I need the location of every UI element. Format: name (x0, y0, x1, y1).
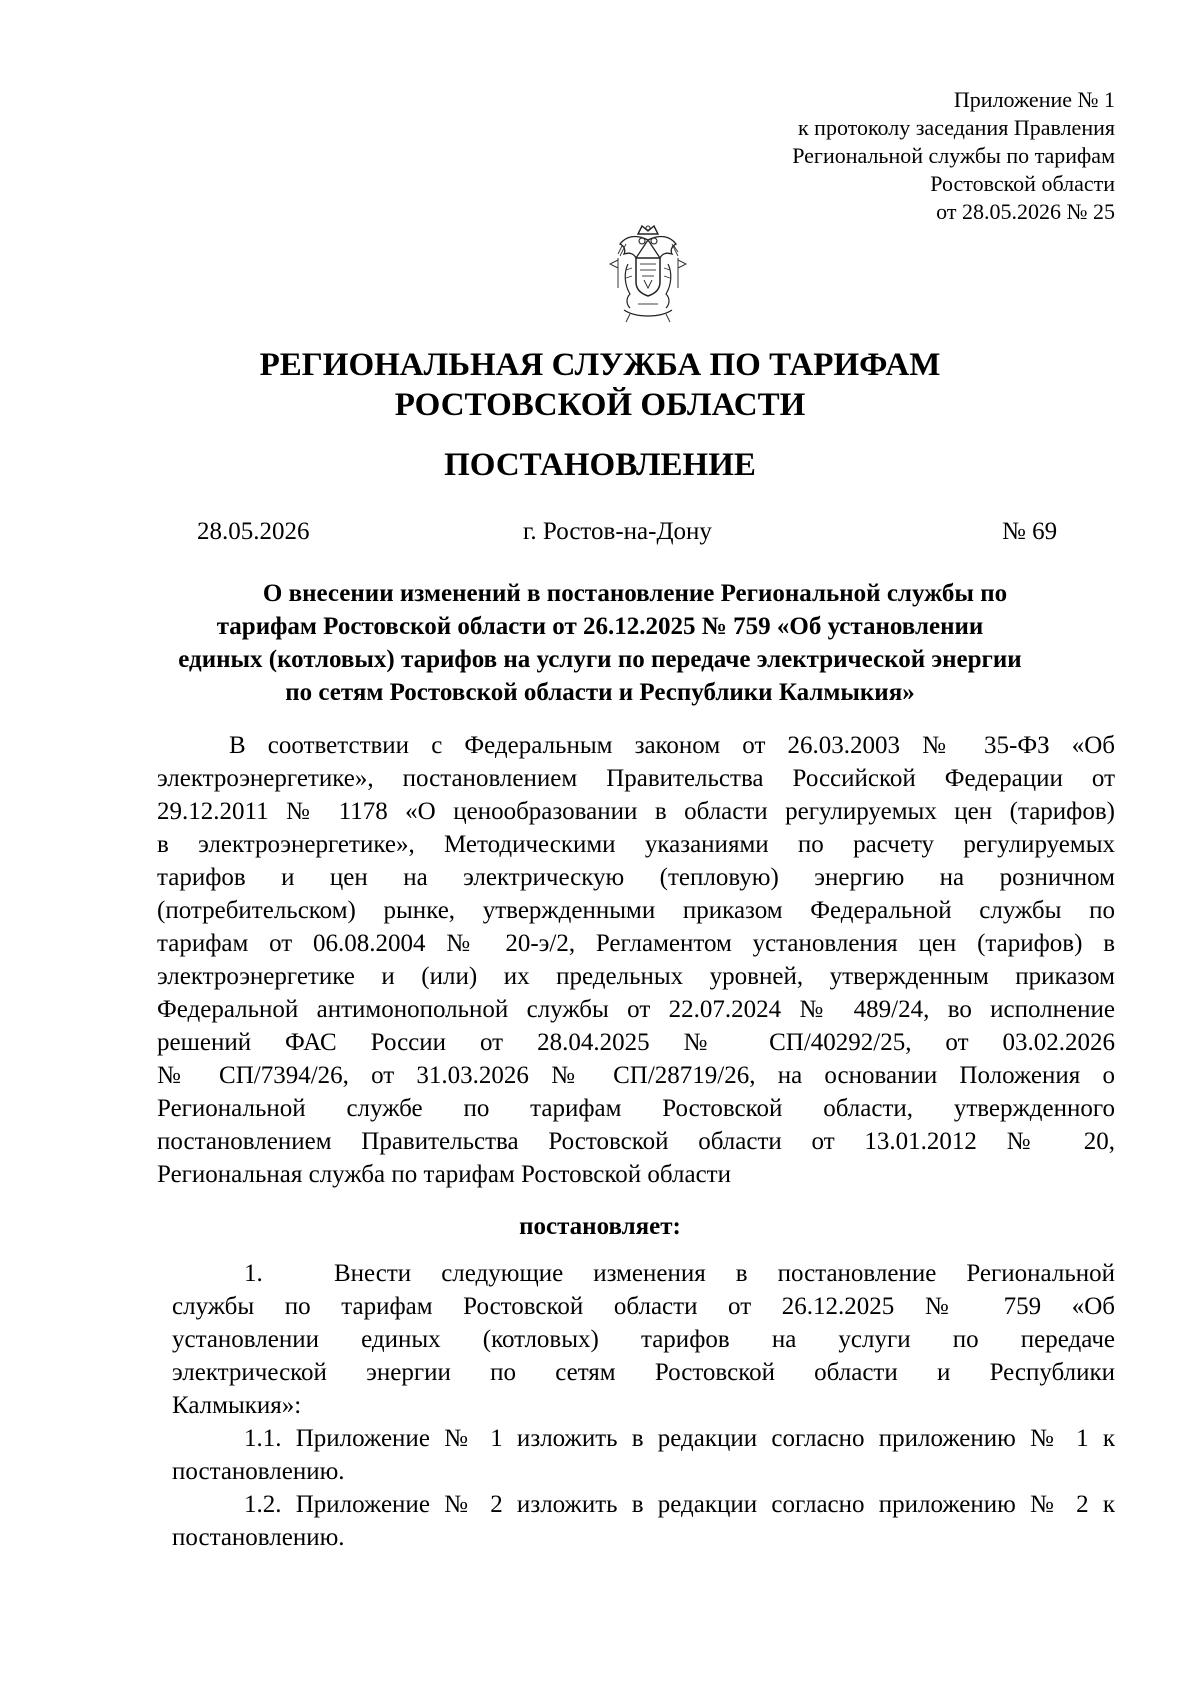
subclause-line: 1.1. Приложение № 1 изложить в редакции согласно приложению № 1 к (244, 1425, 1115, 1452)
subclause-line: постановлению. (172, 1458, 345, 1485)
organization-title-line: РОСТОВСКОЙ ОБЛАСТИ (394, 387, 806, 423)
subclause-line: 1.2. Приложение № 2 изложить в редакции согласно приложению № 2 к (244, 1491, 1115, 1518)
preamble-line: Федеральной антимонопольной службы от 22.07.2024 № 489/24, во исполнение (157, 996, 1115, 1023)
preamble-line: № СП/7394/26, от 31.03.2026 № СП/28719/26, на основании Положения о (157, 1062, 1115, 1089)
subject-line: О внесении изменений в постановление Региональной службы по (262, 580, 1008, 607)
appendix-line: к протоколу заседания Правления (797, 115, 1115, 140)
clause-1 (172, 1257, 1115, 1422)
subclause-line: постановлению. (172, 1524, 345, 1551)
preamble-line: Региональной службе по тарифам Ростовской области, утвержденного (157, 1095, 1115, 1122)
appendix-block (792, 86, 1115, 226)
clause-line: Калмыкия»: (172, 1392, 302, 1419)
subclause-1-1 (172, 1422, 1115, 1488)
preamble-line: (потребительском) рынке, утвержденными приказом Федеральной службы по (157, 897, 1115, 924)
preamble-paragraph (157, 729, 1115, 1191)
preamble-line: В соответствии с Федеральным законом от 26.03.2003 № 35-ФЗ «Об (229, 732, 1115, 759)
subject-line: по сетям Ростовской области и Республики Калмыкия» (285, 679, 915, 706)
appendix-line: от 28.05.2026 № 25 (936, 199, 1115, 224)
preamble-line: электроэнергетике и (или) их предельных уровней, утвержденным приказом (157, 963, 1115, 990)
preamble-line: электроэнергетике», постановлением Правительства Российской Федерации от (157, 765, 1115, 792)
clause-line: установлении единых (котловых) тарифов на услуги по передаче (172, 1326, 1115, 1353)
preamble-line: постановлением Правительства Ростовской области от 13.01.2012 № 20, (157, 1128, 1115, 1155)
subject-line: единых (котловых) тарифов на услуги по передаче электрической энергии (178, 646, 1022, 673)
subject-line: тарифам Ростовской области от 26.12.2025 № 759 «Об установлении (216, 613, 984, 640)
coat-of-arms-icon (606, 224, 690, 326)
preamble-line: Региональная служба по тарифам Ростовской области (157, 1161, 731, 1188)
document-type-title: ПОСТАНОВЛЕНИЕ (444, 447, 756, 483)
preamble-line: решений ФАС России от 28.04.2025 № СП/40292/25, от 03.02.2026 (157, 1029, 1115, 1056)
document-date: 28.05.2026 (197, 518, 310, 545)
appendix-line: Ростовской области (930, 171, 1115, 196)
clause-line: службы по тарифам Ростовской области от 26.12.2025 № 759 «Об (172, 1293, 1115, 1320)
resolves-heading: постановляет: (519, 1213, 681, 1240)
preamble-line: тарифам от 06.08.2004 № 20-э/2, Регламентом установления цен (тарифов) в (157, 930, 1115, 957)
preamble-line: тарифов и цен на электрическую (тепловую) энергию на розничном (157, 864, 1115, 891)
clause-text: Внести следующие изменения в постановление Региональной (334, 1260, 1115, 1287)
organization-title-line: РЕГИОНАЛЬНАЯ СЛУЖБА ПО ТАРИФАМ (259, 347, 941, 383)
preamble-line: 29.12.2011 № 1178 «О ценообразовании в области регулируемых цен (тарифов) (157, 798, 1115, 825)
appendix-line: Приложение № 1 (953, 87, 1115, 112)
clause-1-first-line (172, 1257, 1115, 1290)
preamble-line: в электроэнергетике», Методическими указаниями по расчету регулируемых (157, 831, 1115, 858)
document-city: г. Ростов-на-Дону (523, 518, 712, 545)
appendix-line: Региональной службы по тарифам (792, 143, 1115, 168)
clause-line: электрической энергии по сетям Ростовской области и Республики (172, 1359, 1115, 1386)
document-number: № 69 (1002, 518, 1058, 545)
clause-number: 1. (244, 1260, 263, 1287)
subclause-1-2 (172, 1488, 1115, 1554)
